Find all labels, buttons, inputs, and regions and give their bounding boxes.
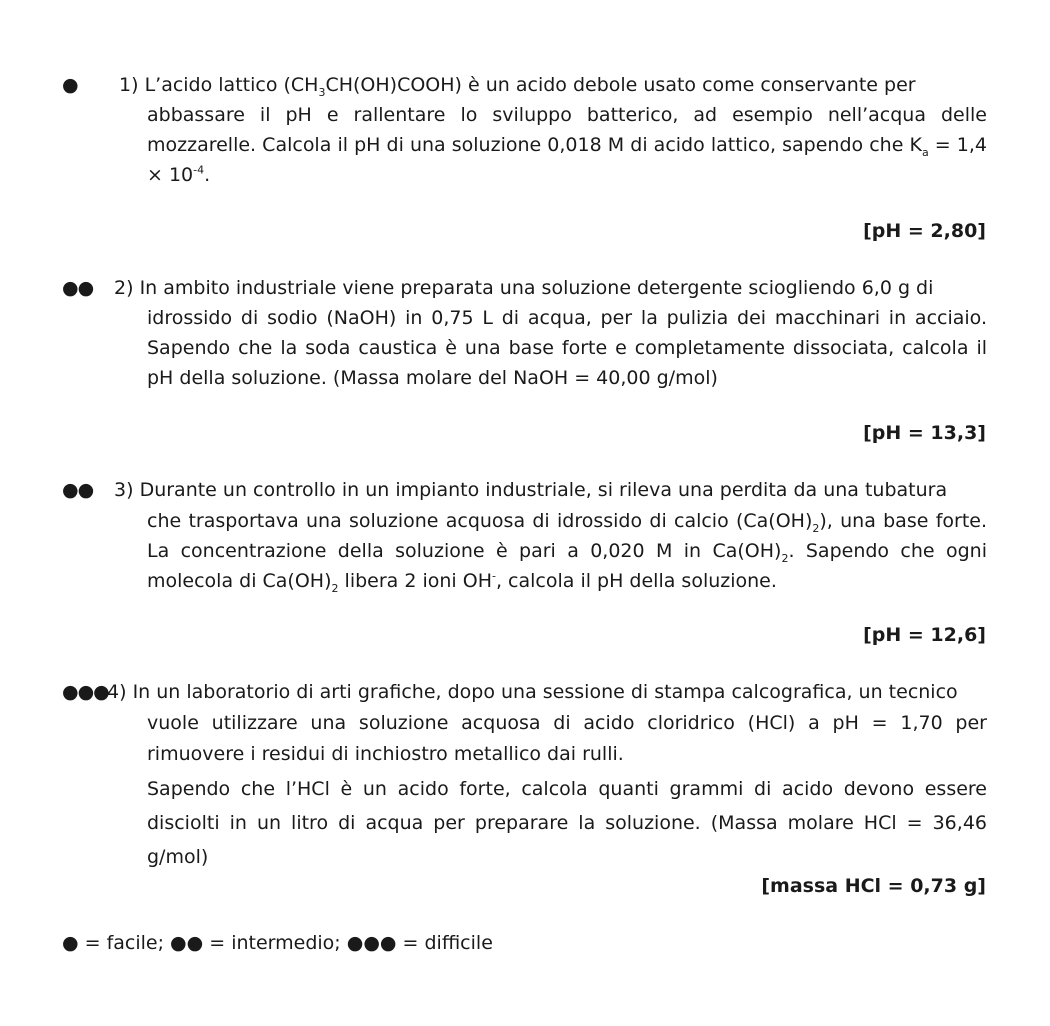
difficulty-bullets: ● bbox=[62, 74, 78, 96]
exercise-number: 2) bbox=[114, 277, 134, 299]
difficulty-bullets: ●● bbox=[62, 479, 94, 501]
exercise-number: 4) bbox=[107, 681, 127, 703]
exercise-answer: [massa HCl = 0,73 g] bbox=[761, 875, 986, 897]
difficulty-legend: ● = facile; ●● = intermedio; ●●● = difficile bbox=[62, 932, 493, 954]
difficulty-bullets: ●●● bbox=[62, 681, 109, 703]
exercise-first-line: 4) In un laboratorio di arti grafiche, dopo una sessione di stampa calcografica, un tecnico bbox=[107, 681, 958, 703]
exercise-body-paragraph-1: vuole utilizzare una soluzione acquosa di acido cloridrico (HCl) a pH = 1,70 per rimuovere i residui di inchiostro metallico dai rulli. bbox=[147, 712, 987, 765]
exercise-first-line: 2) In ambito industriale viene preparata una soluzione detergente sciogliendo 6,0 g di bbox=[114, 277, 934, 299]
exercise-answer: [pH = 12,6] bbox=[863, 624, 986, 646]
exercise-answer: [pH = 2,80] bbox=[863, 220, 986, 242]
exercise-first-line: 1) L’acido lattico $(CH_3CH(OH)COOH)$ è un acido debole usato come conservante per bbox=[119, 74, 916, 99]
exercise-body-paragraph-2: Sapendo che l’HCl è un acido forte, calcola quanti grammi di acido devono essere disciolti in un litro di acqua per preparare la soluzione. (Massa molare HCl = 36,46 g/mol) bbox=[147, 778, 987, 868]
exercise-number: 3) bbox=[114, 479, 134, 501]
exercise-first-line: 3) Durante un controllo in un impianto industriale, si rileva una perdita da una tubatura bbox=[114, 479, 948, 501]
exercise-body: che trasportava una soluzione acquosa di idrossido di calcio $(Ca(OH)_2)$, una base forte. La concentrazione della soluzione è pari a 0,020 M in $Ca(OH)_2$. Sapendo che ogni molecola di $Ca(OH)_2$ libera 2 ioni OH-, calcola il pH della soluzione. bbox=[147, 510, 987, 595]
difficulty-bullets: ●● bbox=[62, 277, 94, 299]
exercise-answer: [pH = 13,3] bbox=[863, 422, 986, 444]
exercise-body: abbassare il pH e rallentare lo sviluppo batterico, ad esempio nell’acqua delle mozzarelle. Calcola il pH di una soluzione 0,018 M di acido lattico, sapendo che $K_a = 1,4 \times 10^{-4}$. bbox=[147, 104, 988, 186]
exercise-body: idrossido di sodio (NaOH) in 0,75 L di acqua, per la pulizia dei macchinari in acciaio. Sapendo che la soda caustica è una base forte e completamente dissociata, calcola il pH della soluzione. (Massa molare del NaOH = 40,00 g/mol) bbox=[147, 307, 987, 389]
exercise-number: 1) bbox=[119, 74, 139, 96]
